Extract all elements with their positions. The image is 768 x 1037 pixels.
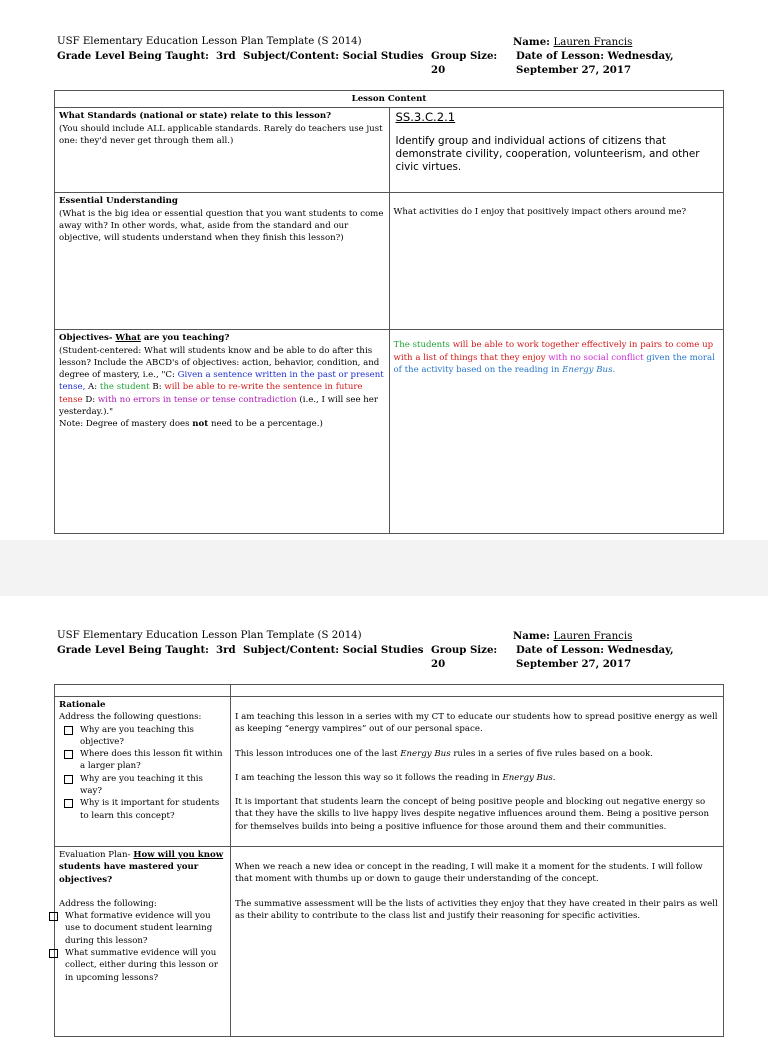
evaluation-intro: Address the following: (59, 898, 157, 909)
objective-degree: with no social conflict (548, 352, 644, 363)
standard-text: Identify group and individual actions of citizens that demonstrate civility, cooperation, volunteerism, and other civic virtues. (395, 135, 700, 174)
grade-field-p2 (57, 643, 236, 657)
template-title: USF Elementary Education Lesson Plan Template (S 2014) (57, 36, 362, 47)
page-2 (0, 596, 768, 1024)
rationale-questions (59, 724, 226, 822)
checkbox-icon (64, 750, 73, 759)
list-item (59, 773, 226, 798)
evaluation-para-2: The summative assessment will be the lists of activities they enjoy that they have created in their pairs as well as their ability to contribute to the class list and justify their reasoning for specific activities. (235, 898, 718, 921)
objectives-prompt-note (59, 345, 385, 431)
date-label: Date of Lesson: (516, 50, 604, 62)
note-part-3a: Note: Degree of mastery does (59, 419, 190, 430)
grade-field (57, 49, 236, 63)
evaluation-para-1: When we reach a new idea or concept in the reading, I will make it a moment for the students. I will follow that moment with thumbs up or down to gauge their understanding of the concept. (235, 862, 703, 885)
table-header-row (55, 91, 724, 108)
para2-book: Energy Bus (400, 748, 451, 759)
group-size-value: 20 (431, 64, 446, 76)
note-audience: the student (99, 382, 150, 393)
blank-header-row (55, 685, 724, 697)
essential-prompt-title: Essential Understanding (59, 196, 178, 207)
note-part-3c: need to be a percentage.) (210, 419, 323, 430)
note-d-label: D: (85, 394, 96, 405)
para2-a: This lesson introduces one of the last (235, 748, 398, 759)
essential-understanding-row (55, 193, 724, 330)
rationale-intro: Address the following questions: (59, 712, 202, 723)
list-item (44, 947, 226, 984)
blank-header-right (231, 685, 724, 697)
evaluation-title-b: How will you know (133, 850, 224, 860)
objective-behavior: will be able to work together effectively in pairs to come up with a list of things that they enjoy (393, 340, 714, 363)
list-item (59, 797, 226, 822)
objective-book-title: Energy Bus (562, 364, 613, 375)
evaluation-questions (44, 910, 226, 984)
note-part-1: (Student-centered: What will students know and be able to do after this lesson? Include the ABCD's of objectives: action, behavior, condition, and degree of mastery, i.e., "C: (59, 345, 380, 381)
grade-label: Grade Level Being Taught: (57, 50, 209, 62)
para3-a: I am teaching the lesson this way so it follows the reading in (235, 772, 500, 783)
para3-book: Energy Bus (502, 772, 553, 783)
subject-field-p2 (243, 643, 424, 657)
objectives-title-b: are you teaching? (143, 333, 230, 344)
date-value-line1: Wednesday, (607, 644, 674, 656)
objectives-title-what: What (115, 333, 141, 344)
rationale-para-2 (235, 748, 719, 760)
rationale-title: Rationale (59, 700, 106, 710)
subject-field (243, 49, 424, 63)
question-text: Where does this lesson fit within a larger plan? (80, 749, 223, 772)
standards-row (55, 108, 724, 193)
note-part-2: (i.e., I will see her yesterday.)." (59, 394, 379, 418)
list-item (44, 910, 226, 947)
list-item (59, 724, 226, 749)
para2-b: rules in a series of five rules based on a book. (453, 748, 653, 759)
date-value-line1: Wednesday, (607, 50, 674, 62)
date-value-line2-p2: September 27, 2017 (516, 658, 632, 670)
blank-header-left (55, 685, 231, 697)
evaluation-title (59, 849, 226, 886)
evaluation-row (55, 847, 724, 1037)
name-field-p2 (513, 629, 632, 644)
rationale-answer (231, 697, 724, 847)
lesson-content-table (54, 90, 724, 534)
group-size-value-p2: 20 (431, 658, 446, 670)
evaluation-title-c: students have mastered your objectives? (59, 862, 199, 885)
note-a-label: A: (88, 382, 98, 393)
evaluation-prompt (55, 847, 231, 1037)
objectives-prompt (55, 330, 390, 534)
checkbox-icon (64, 775, 73, 784)
essential-prompt-note: (What is the big idea or essential question that you want students to come away with? In other words, what, aside from the standard and our objective, will students understand when they finish this lesson?) (59, 208, 384, 244)
rationale-row (55, 697, 724, 847)
rationale-para-1: I am teaching this lesson in a series with my CT to educate our students how to spread positive energy as well as keeping “energy vampires” out of our personal space. (235, 712, 718, 735)
name-value: Lauren Francis (553, 37, 633, 48)
grade-label: Grade Level Being Taught: (57, 644, 209, 656)
standards-prompt-title: What Standards (national or state) relate to this lesson? (59, 111, 332, 122)
subject-value: Social Studies (342, 50, 424, 62)
section-header: Lesson Content (55, 91, 724, 108)
evaluation-title-a: Evaluation Plan- (59, 850, 131, 860)
note-degree: with no errors in tense or tense contradiction (97, 394, 297, 405)
objectives-row (55, 330, 724, 534)
note-condition: Given a sentence written in the past or present tense, (59, 370, 384, 393)
checkbox-icon (49, 949, 58, 958)
essential-prompt (55, 193, 390, 330)
question-text: Why is it important for students to learn this concept? (80, 798, 220, 821)
subject-label: Subject/Content: (243, 50, 340, 62)
name-value: Lauren Francis (553, 631, 633, 642)
objective-end: . (612, 364, 616, 375)
objective-condition: given the moral of the activity based on the reading in (393, 352, 715, 375)
note-behavior: will be able to re-write the sentence in future tense (59, 382, 363, 405)
date-value-line2: September 27, 2017 (516, 64, 632, 76)
question-text: What formative evidence will you use to document student learning during this lesson? (65, 911, 213, 946)
objective-audience: The students (393, 340, 450, 351)
evaluation-answer (231, 847, 724, 1037)
rationale-para-3 (235, 772, 719, 784)
objectives-title-a: Objectives- (59, 333, 113, 344)
standard-code: SS.3.C.2.1 (395, 110, 456, 125)
group-size-label-p2: Group Size: (431, 644, 498, 656)
note-b-label: B: (152, 382, 162, 393)
name-field (513, 35, 632, 50)
objectives-answer (389, 330, 724, 534)
date-label: Date of Lesson: (516, 644, 604, 656)
note-part-3b: not (192, 419, 209, 430)
group-size-label: Group Size: (431, 50, 498, 62)
date-field-p2 (516, 643, 674, 657)
rationale-prompt (55, 697, 231, 847)
question-text: What summative evidence will you collect, either during this lesson or in upcoming lessons? (65, 948, 218, 983)
checkbox-icon (64, 726, 73, 735)
grade-value: 3rd (216, 644, 236, 656)
template-title-p2: USF Elementary Education Lesson Plan Template (S 2014) (57, 630, 362, 641)
standards-answer (389, 108, 724, 193)
question-text: Why are you teaching this objective? (80, 724, 194, 747)
question-text: Why are you teaching it this way? (80, 773, 203, 797)
checkbox-icon (49, 912, 58, 921)
date-field (516, 49, 674, 63)
objectives-prompt-title (59, 332, 385, 344)
rationale-table (54, 684, 724, 1037)
list-item (59, 748, 226, 773)
rationale-para-4: It is important that students learn the concept of being positive people and blocking out negative energy so that they have the skills to live happy lives despite negative influences around them. Being a positive person for themselves builds into being a positive influence for those around them and their communities. (235, 797, 709, 832)
checkbox-icon (64, 799, 73, 808)
grade-value: 3rd (216, 50, 236, 62)
name-label: Name: (513, 630, 550, 642)
subject-label: Subject/Content: (243, 644, 340, 656)
para3-b: . (552, 772, 556, 783)
name-label: Name: (513, 36, 550, 48)
essential-answer: What activities do I enjoy that positively impact others around me? (389, 193, 724, 330)
subject-value: Social Studies (342, 644, 424, 656)
standards-prompt-note: (You should include ALL applicable standards. Rarely do teachers use just one: they'd never get through them all.) (59, 123, 383, 146)
standards-prompt (55, 108, 390, 193)
page-gap (0, 540, 768, 596)
